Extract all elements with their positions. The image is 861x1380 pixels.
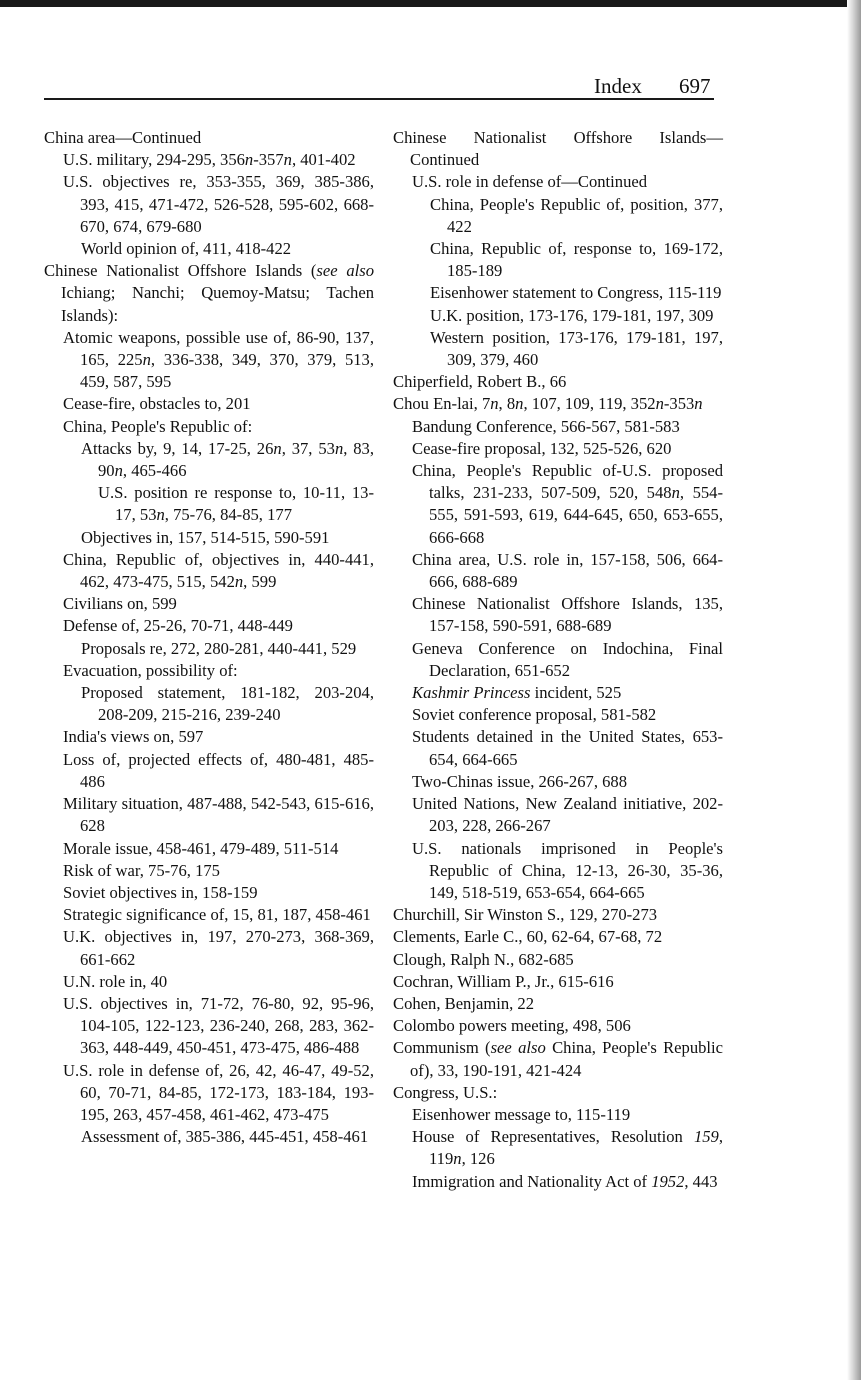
index-entry: Assessment of, 385-386, 445-451, 458-461 xyxy=(81,1127,369,1147)
index-entry: Clements, Earle C., 60, 62-64, 67-68, 72 xyxy=(393,927,663,947)
index-entry: Defense of, 25-26, 70-71, 448-449 xyxy=(63,616,293,636)
index-entry: Two-Chinas issue, 266-267, 688 xyxy=(412,771,628,791)
index-entry: Proposals re, 272, 280-281, 440-441, 529 xyxy=(81,638,357,658)
index-entry: Chou En-lai, 7n, 8n, 107, 109, 119, 352n-353n xyxy=(393,394,703,414)
index-entry: Cohen, Benjamin, 22 xyxy=(393,993,535,1013)
index-entry: China, People's Republic of: xyxy=(63,416,253,436)
index-entry: U.N. role in, 40 xyxy=(63,971,168,991)
index-entry: Communism (see also China, People's Republic of), 33, 190-191, 421-424 xyxy=(393,1038,723,1080)
index-entry: Immigration and Nationality Act of 1952, 443 xyxy=(412,1171,718,1191)
index-entry: Chiperfield, Robert B., 66 xyxy=(393,372,567,392)
index-entry: China, People's Republic of, position, 377, 422 xyxy=(430,194,723,236)
index-entry: Eisenhower message to, 115-119 xyxy=(412,1104,631,1124)
index-entry: China, Republic of, response to, 169-172, 185-189 xyxy=(430,239,723,281)
index-entry: Evacuation, possibility of: xyxy=(63,660,238,680)
page-top-edge xyxy=(0,0,861,7)
index-entry: U.S. nationals imprisoned in People's Republic of China, 12-13, 26-30, 35-36, 149, 518-519, 653-654, 664-665 xyxy=(412,838,723,902)
index-entry: Chinese Nationalist Offshore Islands (see also Ichiang; Nanchi; Quemoy-Matsu; Tachen Islands): xyxy=(44,261,375,325)
index-entry: Geneva Conference on Indochina, Final Declaration, 651-652 xyxy=(412,638,723,680)
index-entry: Loss of, projected effects of, 480-481, 485-486 xyxy=(63,749,374,791)
header-title: Index xyxy=(594,74,642,98)
index-entry: Objectives in, 157, 514-515, 590-591 xyxy=(81,527,330,547)
index-entry: Soviet objectives in, 158-159 xyxy=(63,882,258,902)
index-entry: Cease-fire proposal, 132, 525-526, 620 xyxy=(412,438,672,458)
index-entry: China, Republic of, objectives in, 440-441, 462, 473-475, 515, 542n, 599 xyxy=(63,549,374,592)
index-entry: U.S. position re response to, 10-11, 13-17, 53n, 75-76, 84-85, 177 xyxy=(98,483,374,525)
index-entry: Military situation, 487-488, 542-543, 615-616, 628 xyxy=(63,794,374,836)
index-entry: Churchill, Sir Winston S., 129, 270-273 xyxy=(393,905,658,925)
index-entry: U.K. objectives in, 197, 270-273, 368-369, 661-662 xyxy=(63,927,374,969)
index-entry: U.K. position, 173-176, 179-181, 197, 309 xyxy=(430,305,714,325)
index-entry: U.S. objectives re, 353-355, 369, 385-386, 393, 415, 471-472, 526-528, 595-602, 668-670, 674, 679-680 xyxy=(63,172,374,236)
index-entry: Western position, 173-176, 179-181, 197, 309, 379, 460 xyxy=(430,327,723,370)
index-entry: Eisenhower statement to Congress, 115-119 xyxy=(430,283,722,303)
page-right-edge xyxy=(847,0,861,1380)
index-entry: Clough, Ralph N., 682-685 xyxy=(393,949,574,969)
index-entry: Bandung Conference, 566-567, 581-583 xyxy=(412,416,680,436)
index-entry: China, People's Republic of-U.S. proposed talks, 231-233, 507-509, 520, 548n, 554-555, 591-593, 619, 644-645, 650, 653-655, 666-668 xyxy=(412,461,723,547)
index-entry: Morale issue, 458-461, 479-489, 511-514 xyxy=(63,838,339,858)
index-entry: House of Representatives, Resolution 159, 119n, 126 xyxy=(412,1127,723,1169)
index-column-right xyxy=(393,127,723,1193)
index-entry: India's views on, 597 xyxy=(63,727,204,747)
index-entry: Cochran, William P., Jr., 615-616 xyxy=(393,971,614,991)
header-rule xyxy=(44,98,714,100)
page-number: 697 xyxy=(679,74,711,98)
index-entry: Kashmir Princess incident, 525 xyxy=(412,683,622,703)
index-entry: U.S. objectives in, 71-72, 76-80, 92, 95-96, 104-105, 122-123, 236-240, 268, 283, 362-363, 448-449, 450-451, 473-475, 486-488 xyxy=(63,993,374,1058)
index-entry: China area—Continued xyxy=(44,128,202,147)
index-entry: Soviet conference proposal, 581-582 xyxy=(412,705,657,725)
index-entry: Strategic significance of, 15, 81, 187, 458-461 xyxy=(63,905,371,925)
index-column-left xyxy=(44,127,374,1148)
index-entry: United Nations, New Zealand initiative, 202-203, 228, 266-267 xyxy=(412,794,723,836)
index-entry: Risk of war, 75-76, 175 xyxy=(63,860,220,880)
index-entry: Congress, U.S.: xyxy=(393,1082,498,1102)
running-header xyxy=(44,74,714,98)
index-entry: Cease-fire, obstacles to, 201 xyxy=(63,394,251,414)
index-entry: Colombo powers meeting, 498, 506 xyxy=(393,1016,631,1036)
index-entry: Proposed statement, 181-182, 203-204, 208-209, 215-216, 239-240 xyxy=(81,683,374,725)
index-entry: Atomic weapons, possible use of, 86-90, 137, 165, 225n, 336-338, 349, 370, 379, 513, 459, 587, 595 xyxy=(63,327,374,392)
index-entry: Chinese Nationalist Offshore Islands—Continued xyxy=(393,128,723,170)
index-entry: Civilians on, 599 xyxy=(63,594,177,614)
index-entry: Students detained in the United States, 653-654, 664-665 xyxy=(412,727,723,769)
index-entry: Attacks by, 9, 14, 17-25, 26n, 37, 53n, 83, 90n, 465-466 xyxy=(81,438,375,481)
index-entry: World opinion of, 411, 418-422 xyxy=(81,239,292,259)
index-entry: Chinese Nationalist Offshore Islands, 135, 157-158, 590-591, 688-689 xyxy=(412,594,723,636)
index-entry: China area, U.S. role in, 157-158, 506, 664-666, 688-689 xyxy=(412,549,723,592)
index-entry: U.S. role in defense of—Continued xyxy=(412,172,648,192)
index-entry: U.S. military, 294-295, 356n-357n, 401-402 xyxy=(63,150,356,170)
index-entry: U.S. role in defense of, 26, 42, 46-47, 49-52, 60, 70-71, 84-85, 172-173, 183-184, 193-195, 263, 457-458, 461-462, 473-475 xyxy=(63,1060,374,1124)
